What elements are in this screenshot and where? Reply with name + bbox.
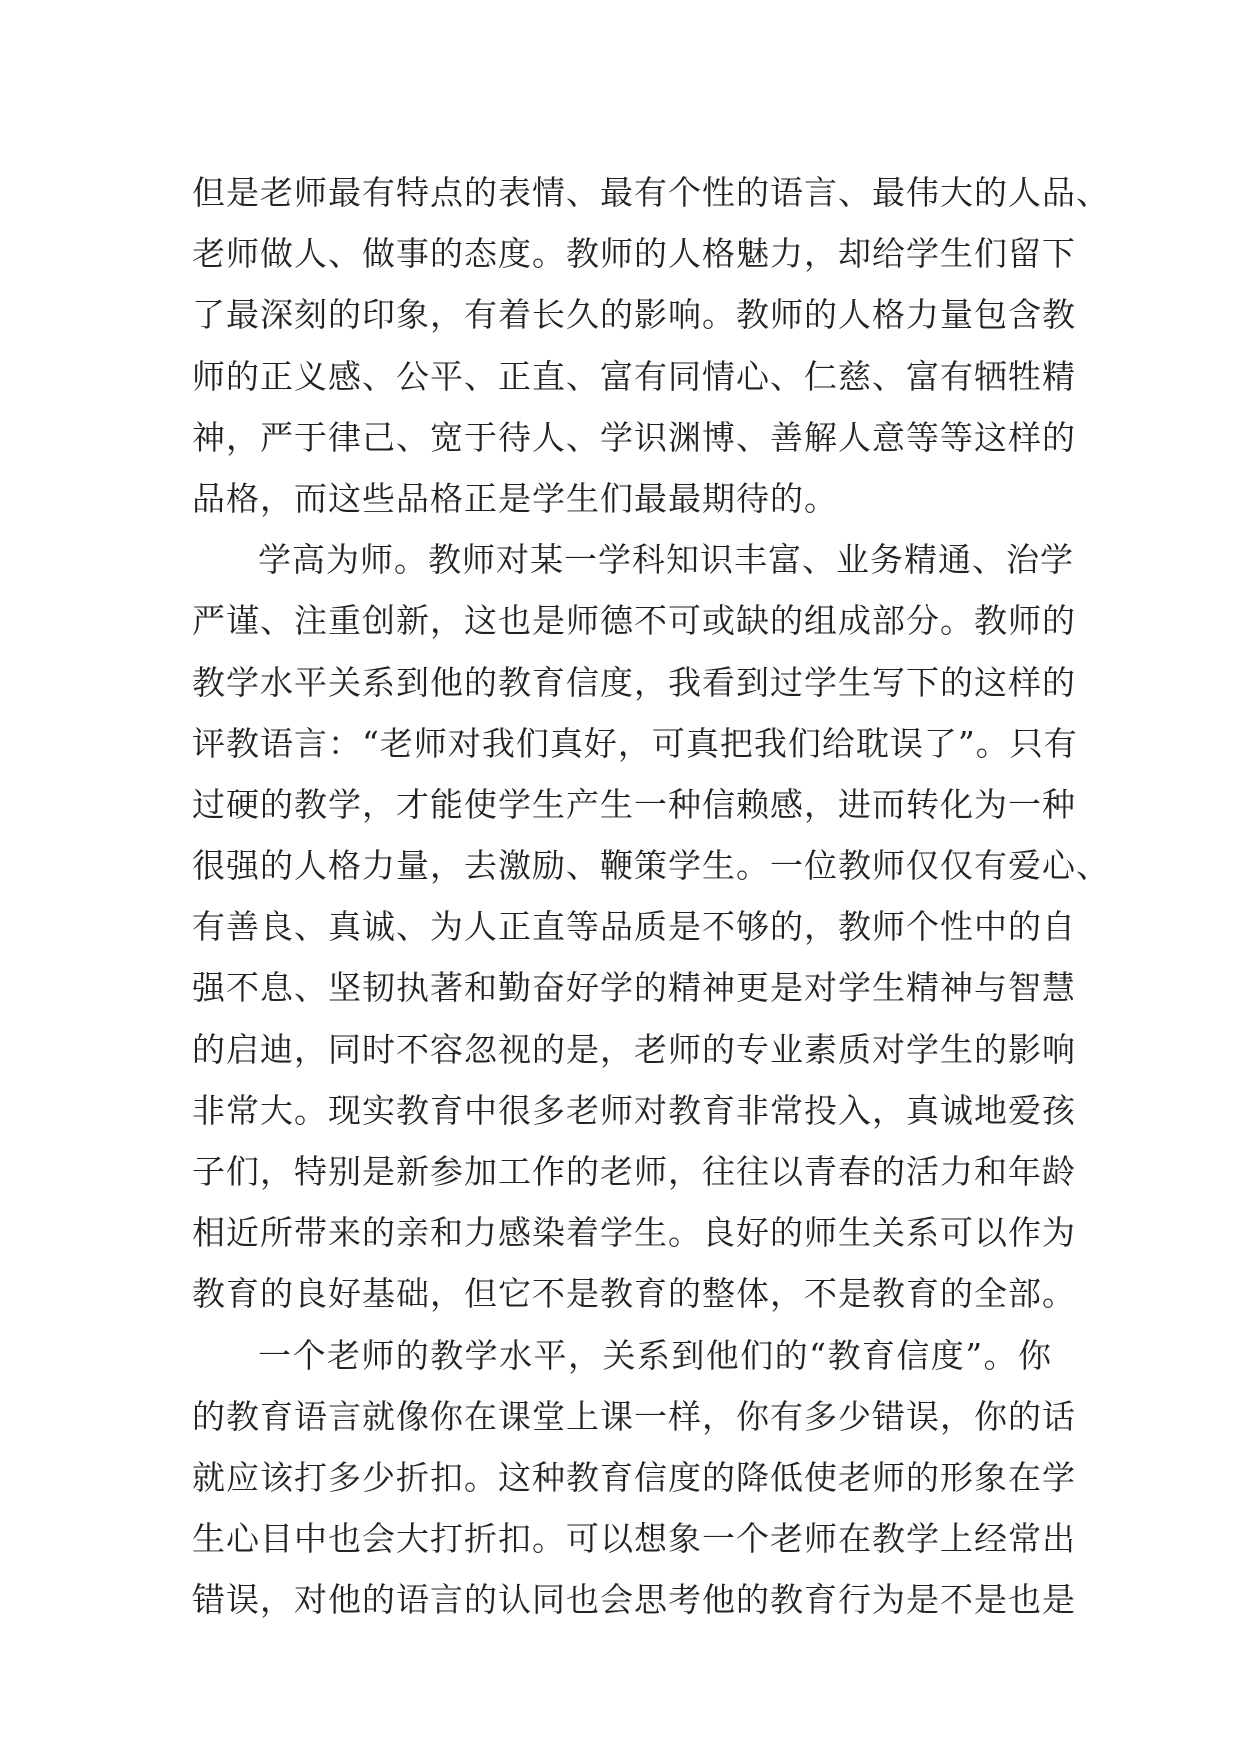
text-line: 子们，特别是新参加工作的老师，往往以青春的活力和年龄 — [192, 1152, 1076, 1191]
paragraph-2 — [192, 529, 1110, 1324]
text-line: 品格，而这些品格正是学生们最最期待的。 — [192, 478, 838, 518]
text-line: 老师做人、做事的态度。教师的人格魅力，却给学生们留下 — [192, 234, 1076, 274]
text-line: 很强的人格力量，去激励、鞭策学生。一位教师仅仅有爱心、 — [192, 846, 1110, 886]
text-line: 非常大。现实教育中很多老师对教育非常投入，真诚地爱孩 — [192, 1090, 1076, 1130]
text-line: 的教育语言就像你在课堂上课一样，你有多少错误，你的话 — [192, 1396, 1076, 1436]
text-line: 生心目中也会大打折扣。可以想象一个老师在教学上经常出 — [192, 1519, 1076, 1559]
text-line: 评教语言：“老师对我们真好，可真把我们给耽误了”。只有 — [192, 723, 1078, 763]
text-line: 神，严于律己、宽于待人、学识渊博、善解人意等等这样的 — [192, 417, 1076, 457]
text-line: 教育的良好基础，但它不是教育的整体，不是教育的全部。 — [192, 1274, 1076, 1314]
text-line: 有善良、真诚、为人正直等品质是不够的，教师个性中的自 — [192, 907, 1076, 947]
text-line: 相近所带来的亲和力感染着学生。良好的师生关系可以作为 — [192, 1213, 1076, 1253]
paragraph-1 — [192, 162, 1110, 529]
body-text — [192, 162, 1110, 1631]
text-line: 错误，对他的语言的认同也会思考他的教育行为是不是也是 — [192, 1580, 1076, 1620]
text-line: 但是老师最有特点的表情、最有个性的语言、最伟大的人品、 — [192, 173, 1110, 212]
text-line: 了最深刻的印象，有着长久的影响。教师的人格力量包含教 — [192, 295, 1076, 335]
text-line: 的启迪，同时不容忽视的是，老师的专业素质对学生的影响 — [192, 1029, 1076, 1069]
text-line: 一个老师的教学水平，关系到他们的“教育信度”。你 — [258, 1335, 1052, 1375]
text-line: 过硬的教学，才能使学生产生一种信赖感，进而转化为一种 — [192, 784, 1076, 824]
text-line: 学高为师。教师对某一学科知识丰富、业务精通、治学 — [258, 540, 1074, 580]
paragraph-3 — [192, 1325, 1076, 1631]
text-line: 严谨、注重创新，这也是师德不可或缺的组成部分。教师的 — [192, 601, 1076, 641]
text-line: 就应该打多少折扣。这种教育信度的降低使老师的形象在学 — [192, 1457, 1076, 1497]
text-line: 强不息、坚韧执著和勤奋好学的精神更是对学生精神与智慧 — [192, 968, 1076, 1008]
text-line: 教学水平关系到他的教育信度，我看到过学生写下的这样的 — [192, 662, 1076, 702]
text-line: 师的正义感、公平、正直、富有同情心、仁慈、富有牺牲精 — [192, 356, 1076, 396]
